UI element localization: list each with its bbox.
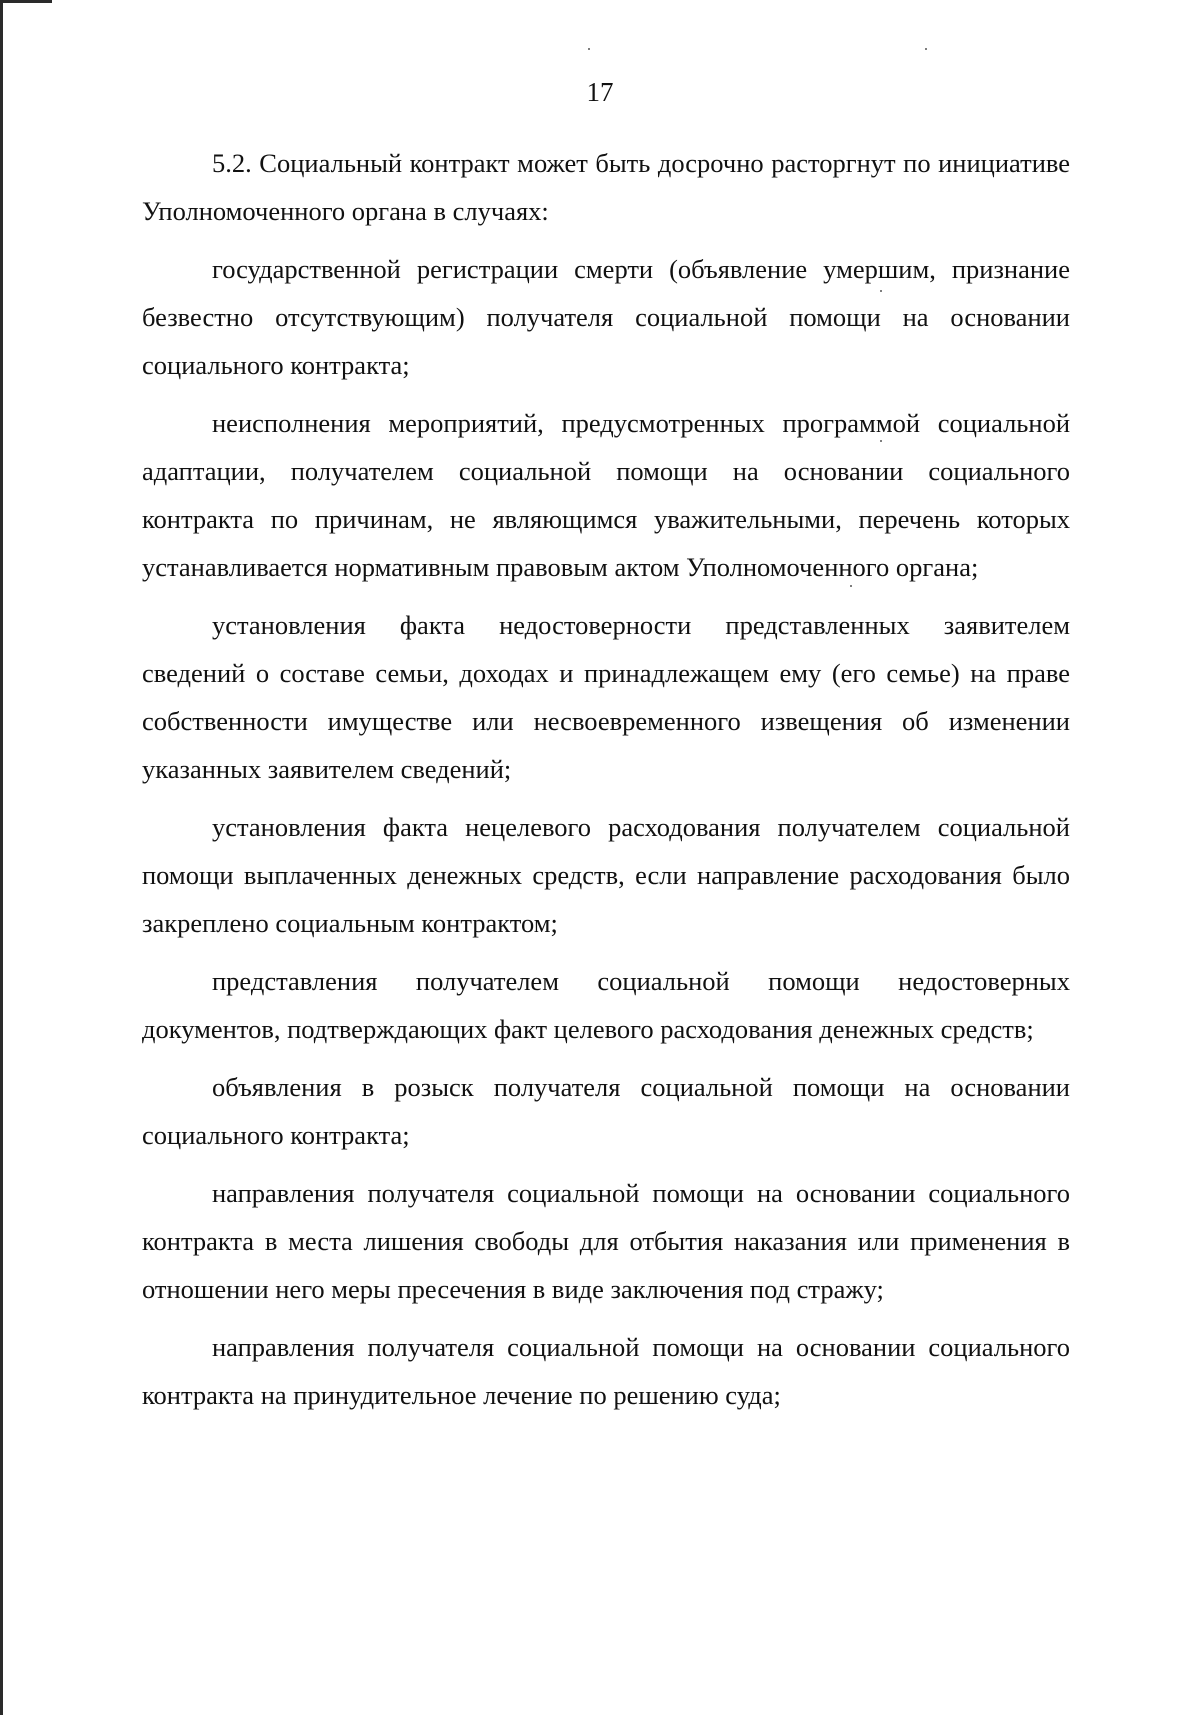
scan-speck — [880, 290, 882, 292]
paragraph-compulsory-treatment: направления получателя социальной помощи на основании социального контракта на принудительное лечение по решению суда; — [142, 1332, 1070, 1410]
page-number: 17 — [586, 77, 614, 107]
scan-speck — [925, 48, 927, 50]
scan-speck — [588, 48, 590, 50]
scan-left-edge — [0, 0, 3, 1715]
scan-speck — [850, 585, 852, 587]
scan-top-mark — [0, 0, 52, 3]
paragraph-false-information: установления факта недостоверности представленных заявителем сведений о составе семьи, доходах и принадлежащем ему (его семье) на праве собственности имуществе или несвоевременного извещения об изменении указанных заявителем сведений; — [142, 610, 1070, 784]
paragraph-5-2: 5.2. Социальный контракт может быть досрочно расторгнут по инициативе Уполномоченного органа в случаях: — [142, 148, 1070, 226]
paragraph-wanted-list: объявления в розыск получателя социальной помощи на основании социального контракта; — [142, 1072, 1070, 1150]
scan-speck — [880, 440, 882, 442]
paragraph-misuse-of-funds: установления факта нецелевого расходования получателем социальной помощи выплаченных денежных средств, если направление расходования было закреплено социальным контрактом; — [142, 812, 1070, 938]
paragraph-imprisonment: направления получателя социальной помощи на основании социального контракта в места лишения свободы для отбытия наказания или применения в отношении него меры пресечения в виде заключения под стражу; — [142, 1178, 1070, 1304]
paragraph-non-fulfillment: неисполнения мероприятий, предусмотренных программой социальной адаптации, получателем социальной помощи на основании социального контракта по причинам, не являющимся уважительными, перечень которых устанавливается нормативным правовым актом Уполномоченного органа; — [142, 408, 1070, 582]
document-body — [142, 139, 1070, 1429]
paragraph-death-registration: государственной регистрации смерти (объявление умершим, признание безвестно отсутствующим) получателя социальной помощи на основании социального контракта; — [142, 254, 1070, 380]
paragraph-false-documents: представления получателем социальной помощи недостоверных документов, подтверждающих факт целевого расходования денежных средств; — [142, 966, 1070, 1044]
